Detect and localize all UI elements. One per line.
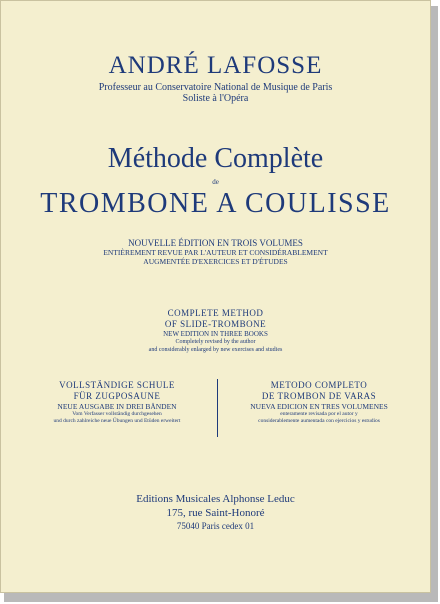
publisher-street: 175, rue Saint-Honoré [166,507,265,519]
french-edition-note-1: ENTIÈREMENT REVUE PAR L'AUTEUR ET CONSIDÉRABLEMENT [103,248,328,257]
french-edition-heading: NOUVELLE ÉDITION EN TROIS VOLUMES [128,238,303,248]
english-edition: NEW EDITION IN THREE BOOKS [163,330,268,338]
publisher-city: 75040 Paris cedex 01 [176,521,255,531]
column-divider [217,379,218,437]
german-block [17,380,217,425]
spanish-title-2: DE TROMBON DE VARAS [261,391,377,401]
german-title-2: FÜR ZUGPOSAUNE [73,391,161,401]
instrument-title: TROMBONE A COULISSE [40,188,391,219]
english-note-1: Completely revised by the author [175,339,256,345]
spanish-block [219,380,419,425]
english-title-1: COMPLETE METHOD [167,308,264,318]
spanish-note-2: considerablemente aumentada con ejercicios y estudios [258,418,380,424]
english-title-2: OF SLIDE-TROMBONE [164,319,267,329]
author-name: ANDRÉ LAFOSSE [108,52,323,79]
spanish-note-1: enteramente revisada por el autor y [280,411,358,417]
german-note-1: Vom Verfasser vollständig durchgesehen [72,411,162,417]
german-edition: NEUE AUSGABE IN DREI BÄNDEN [57,402,177,411]
author-position: Soliste à l'Opéra [182,93,249,104]
spanish-edition: NUEVA EDICION EN TRES VOLUMENES [250,402,388,411]
author-title: Professeur au Conservatoire National de Musique de Paris [98,82,333,93]
spanish-title-1: METODO COMPLETO [270,380,368,390]
english-note-2: and considerably enlarged by new exercises and studies [148,347,283,353]
title-connector: de [212,178,219,186]
german-note-2: und durch zahlreiche neue Übungen und Etüden erweitert [53,418,181,424]
publisher-name: Editions Musicales Alphonse Leduc [136,493,295,505]
german-title-1: VOLLSTÄNDIGE SCHULE [59,380,175,390]
french-edition-note-2: AUGMENTÉE D'EXERCICES ET D'ÉTUDES [143,257,288,266]
method-title: Méthode Complète [107,143,324,174]
